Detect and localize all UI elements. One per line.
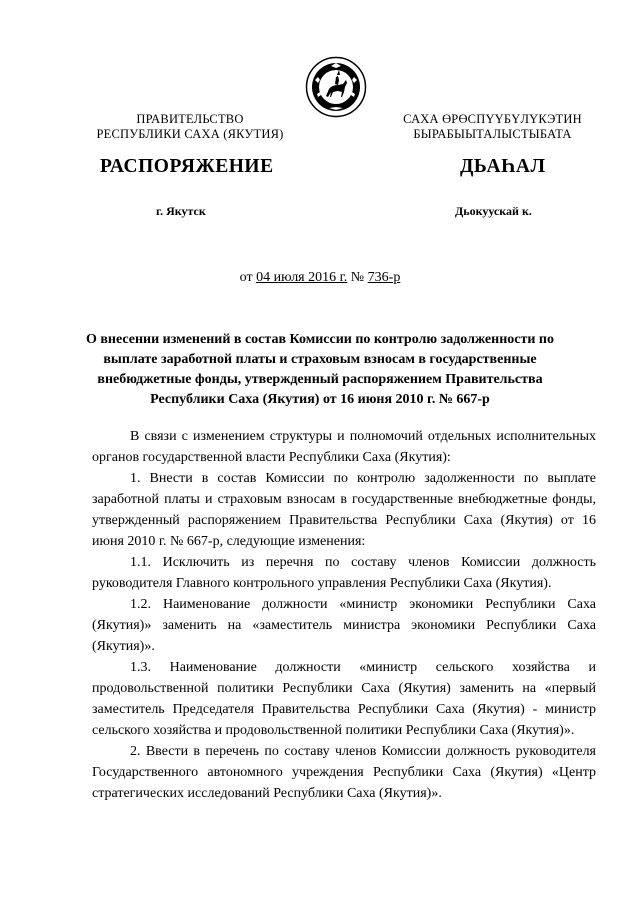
decree-number: 736-р (367, 270, 401, 285)
doc-type-ru: РАСПОРЯЖЕНИЕ (100, 156, 274, 177)
city-ru: г. Якутск (156, 204, 206, 218)
city-sakha: Дьокуускай к. (455, 204, 532, 218)
paragraph-1-3: 1.3. Наименование должности «министр сельского хозяйства и продовольственной политики Республики Саха (Якутия) заменить на «первый заместитель Председателя Правительства Республики Саха (Якутия) - министр сельского хозяйства и продовольственной политики Республики Саха (Якутия)». (92, 660, 596, 738)
document-body (92, 426, 596, 804)
decree-number-label: № (350, 270, 365, 285)
decree-prefix: от (239, 270, 253, 285)
document-title: О внесении изменений в состав Комиссии по контролю задолженности по выплате заработной платы и страховым взносам в государственные внебюджетные фонды, утвержденный распоряжением Правительства Республики Саха (Якутия) от 16 июня 2010 г. № 667-р (85, 332, 554, 407)
paragraph-1: 1. Внести в состав Комиссии по контролю задолженности по выплате заработной платы и страховым взносам в государственные внебюджетные фонды, утвержденный распоряжением Правительства Республики Саха (Якутия) от 16 июня 2010 г. № 667-р, следующие изменения: (92, 471, 596, 549)
doc-type-sakha: ДЬАҺАЛ (460, 156, 546, 177)
issuer-sakha-line2: БЫРАБЫЫТАЛЫСТЫБАТА (413, 127, 572, 141)
paragraph-1-1: 1.1. Исключить из перечня по составу членов Комиссии должность руководителя Главного контрольного управления Республики Саха (Якутия). (92, 555, 596, 591)
paragraph-2: 2. Ввести в перечень по составу членов Комиссии должность руководителя Государственного автономного учреждения Республики Саха (Якутия) «Центр стратегических исследований Республики Саха (Якутия)». (92, 744, 596, 801)
decree-date: 04 июля 2016 г. (256, 270, 348, 285)
issuer-ru-line2: РЕСПУБЛИКИ САХА (ЯКУТИЯ) (96, 127, 284, 141)
issuer-ru-line1: ПРАВИТЕЛЬСТВО (136, 112, 244, 126)
issuer-ru (80, 112, 300, 142)
issuer-sakha-line1: САХА ӨРӨСПҮҮБҮЛҮКЭТИН (403, 112, 582, 126)
issuer-sakha (385, 112, 600, 142)
paragraph-preamble: В связи с изменением структуры и полномочий отдельных исполнительных органов государственной власти Республики Саха (Якутия): (92, 429, 596, 465)
coat-of-arms-icon (305, 56, 367, 118)
paragraph-1-2: 1.2. Наименование должности «министр экономики Республики Саха (Якутия)» заменить на «заместитель министра экономики Республики Саха (Якутия)». (92, 597, 596, 654)
decree-line (0, 270, 640, 286)
